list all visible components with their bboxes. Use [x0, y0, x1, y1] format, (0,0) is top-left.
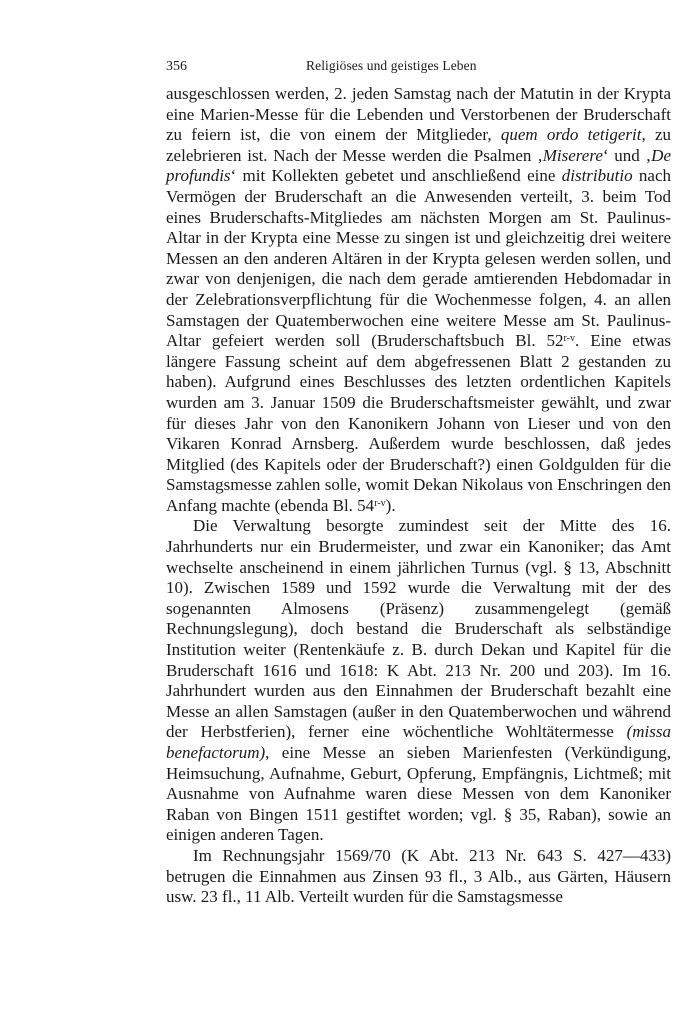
- psalm-title: De profundis: [166, 145, 671, 186]
- text-span: Im Rechnungsjahr 1569/70 (K Abt. 213 Nr. 643 S. 427—433) betrugen die Einnahmen aus Zinsen 93 fl., 3 Alb., aus Gärten, Häusern usw. 23 fl., 11 Alb. Verteilt wurden für die Samstagsmesse: [166, 845, 671, 907]
- text-span: ).: [385, 495, 396, 515]
- text-span: ausgeschlossen werden, 2. jeden Samstag nach der Matutin in der Krypta eine Marien-Messe für die Lebenden und Verstorbenen der Bruderschaft zu feiern ist, die von einem der Mitglieder,: [166, 84, 671, 145]
- text-span: Die Verwaltung besorgte zumindest seit der Mitte des 16. Jahrhunderts nur ein Brudermeister, und zwar ein Kanoniker; das Amt wechselte anscheinend in einem jährlichen Turnus (vgl. § 13, Abschnitt 10). Zwischen 1589 und 1592 wurde die Verwaltung mit der des sogenannten Almosens (Präsenz) zusammengelegt (gemäß Rechnungslegung), doch bestand die Bruderschaft als selbständige Institution weiter (Rentenkäufe z. B. durch Dekan und Kapitel für die Bruderschaft 1616 und 1618: K Abt. 213 Nr. 200 und 203). Im 16. Jahrhundert wurden aus den Einnahmen der Bruderschaft bezahlt eine Messe an allen Samstagen (außer in den Quatemberwochen und während der Herbstferien), ferner eine wöchentliche Wohltätermesse: [166, 516, 671, 742]
- text-span: , eine Messe an sieben Marienfesten (Verkündigung, Heimsuchung, Aufnahme, Geburt, Opferung, Empfängnis, Lichtmeß; mit Ausnahme von Aufnahme waren diese Messen von dem Kanoniker Raban von Bingen 1511 gestiftet worden; vgl. § 35, Raban), sowie an einigen anderen Tagen.: [166, 743, 671, 845]
- body-text: [166, 84, 671, 908]
- page-number: 356: [166, 59, 187, 74]
- latin-term: distributio: [561, 166, 633, 186]
- psalm-title: Miserere: [542, 145, 603, 165]
- text-span: , zu zelebrieren ist. Nach der Messe werden die Psalmen ‚: [166, 125, 671, 165]
- text-span: ‘ mit Kollekten gebetet und anschließend eine: [230, 166, 562, 186]
- paragraph-1: [166, 84, 671, 516]
- folio-superscript: r-v: [563, 333, 575, 345]
- folio-superscript: r-v: [374, 497, 386, 509]
- latin-term: (missa benefactorum): [166, 722, 671, 762]
- paragraph-2: [166, 516, 671, 846]
- text-span: nach Vermögen der Bruderschaft an die Anwesenden verteilt, 3. beim Tod eines Bruderschafts-Mitgliedes am nächsten Morgen am St. Paulinus-Altar in der Krypta eine Messe zu singen ist und gleichzeitig drei weitere Messen an den anderen Altären in der Krypta gelesen werden sollen, und zwar von denjenigen, die nach dem gerade amtierenden Hebdomadar in der Zelebrationsverpflichtung für die Wochenmesse folgen, 4. an allen Samstagen der Quatemberwochen eine weitere Messe am St. Paulinus-Altar gefeiert werden soll (Bruderschaftsbuch Bl. 52: [166, 166, 671, 351]
- paragraph-3: [166, 846, 671, 908]
- text-span: . Eine etwas längere Fassung scheint auf dem abgefressenen Blatt 2 gestanden zu haben). Aufgrund eines Beschlusses des letzten ordentlichen Kapitels wurden am 3. Januar 1509 die Bruderschaftsmeister gewählt, und zwar für dieses Jahr von den Kanonikern Johann von Lieser und von den Vikaren Konrad Arnsberg. Außerdem wurde beschlossen, daß jedes Mitglied (des Kapitels oder der Bruderschaft?) einen Goldgulden für die Samstagsmesse zahlen solle, womit Dekan Nikolaus von Enschringen den Anfang machte (ebenda Bl. 54: [166, 331, 671, 515]
- running-head: [166, 58, 671, 84]
- latin-phrase: quem ordo tetigerit: [500, 125, 642, 145]
- text-span: ‘ und ‚: [602, 145, 652, 165]
- running-title: Religiöses und geistiges Leben: [306, 58, 477, 73]
- book-page: [166, 58, 671, 908]
